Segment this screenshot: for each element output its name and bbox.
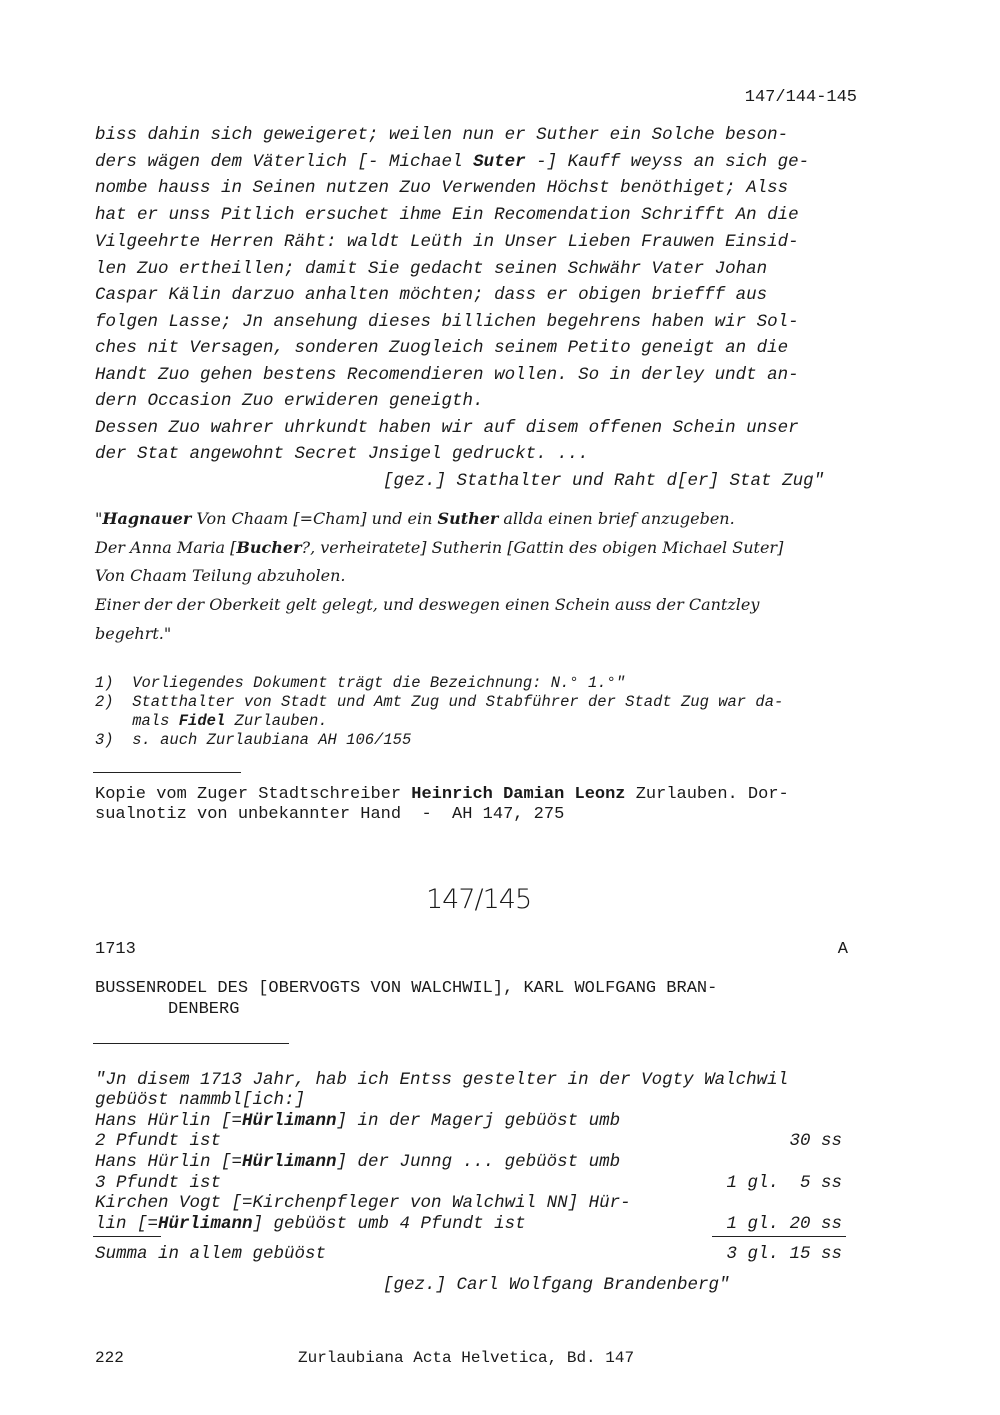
list-entry: lin [=Hürlimann] gebüöst umb 4 Pfundt ist <box>95 1214 526 1234</box>
sum-amount: 3 gl. 15 ss <box>726 1244 842 1264</box>
letter-line: Caspar Kälin darzuo anhalten möchten; dass er obigen briefff aus <box>95 285 768 305</box>
list-intro: "Jn disem 1713 Jahr, hab ich Entss gestelter in der Vogty Walchwil <box>95 1070 789 1090</box>
copy-note-line: sualnotiz von unbekannter Hand - AH 147, 275 <box>95 805 565 824</box>
copy-note-line: Kopie vom Zuger Stadtschreiber Heinrich Damian Leonz Zurlauben. Dor- <box>95 785 789 804</box>
signature-stathalter: [gez.] Stathalter und Raht d[er] Stat Zug" <box>383 471 825 491</box>
list-entry: Hans Hürlin [=Hürlimann] in der Magerj gebüöst umb <box>95 1111 621 1131</box>
letter-line: biss dahin sich geweigeret; weilen nun er Suther ein Solche beson- <box>95 125 789 145</box>
year: 1713 <box>95 940 136 959</box>
footnote-2: 2) Statthalter von Stadt und Amt Zug und Stabführer der Stadt Zug war da- <box>95 693 784 711</box>
list-entry: Hans Hürlin [=Hürlimann] der Junng ... gebüöst umb <box>95 1152 621 1172</box>
note-line: Der Anna Maria [Bucher?, verheiratete] Sutherin [Gattin des obigen Michael Suter] <box>95 538 784 557</box>
list-amount: 1 gl. 20 ss <box>726 1214 842 1234</box>
list-intro: gebüöst nammbl[ich:] <box>95 1090 306 1110</box>
list-amount: 30 ss <box>789 1131 842 1151</box>
header-ref: 147/144-145 <box>744 88 857 107</box>
letter-line: folgen Lasse; Jn ansehung dieses billichen begehrens haben wir Sol- <box>95 312 799 332</box>
note-line: Von Chaam Teilung abzuholen. <box>95 566 346 585</box>
letter-line: Dessen Zuo wahrer uhrkundt haben wir auf disem offenen Schein unser <box>95 418 799 438</box>
letter-line: ches nit Versagen, sonderen Zuogleich seinem Petito geneigt an die <box>95 338 789 358</box>
list-entry: 3 Pfundt ist <box>95 1173 222 1193</box>
letter-line: hat er unss Pitlich ersuchet ihme Ein Recomendation Schrifft An die <box>95 205 799 225</box>
doc-type: A <box>837 940 848 959</box>
list-entry: 2 Pfundt ist <box>95 1131 222 1151</box>
sum-rule-right <box>712 1236 846 1237</box>
note-line: "Hagnauer Von Chaam [=Cham] und ein Suther allda einen brief anzugeben. <box>95 509 735 528</box>
sum-rule-left <box>93 1236 161 1237</box>
section-title: BUSSENRODEL DES [OBERVOGTS VON WALCHWIL], KARL WOLFGANG BRAN- <box>95 979 718 998</box>
section-number: 147/145 <box>426 884 532 915</box>
letter-line: len Zuo ertheillen; damit Sie gedacht seinen Schwähr Vater Johan <box>95 259 768 279</box>
letter-line: Vilgeehrte Herren Räht: waldt Leüth in Unser Lieben Frauwen Einsid- <box>95 232 799 252</box>
journal-title: Zurlaubiana Acta Helvetica, Bd. 147 <box>298 1349 635 1367</box>
note-line: Einer der der Oberkeit gelt gelegt, und deswegen einen Schein auss der Cantzley <box>95 595 760 614</box>
section-title-cont: DENBERG <box>168 1000 240 1019</box>
letter-line: der Stat angewohnt Secret Jnsigel gedruckt. ... <box>95 444 589 464</box>
letter-line: ders wägen dem Väterlich [- Michael Suter -] Kauff weyss an sich ge- <box>95 152 810 172</box>
divider <box>93 772 241 773</box>
sum-label: Summa in allem gebüöst <box>95 1244 327 1264</box>
list-amount: 1 gl. 5 ss <box>726 1173 842 1193</box>
page-number: 222 <box>95 1349 124 1367</box>
list-entry: Kirchen Vogt [=Kirchenpfleger von Walchwil NN] Hür- <box>95 1193 631 1213</box>
footnote-2-cont: mals Fidel Zurlauben. <box>95 712 328 730</box>
letter-line: dern Occasion Zuo erwideren geneigth. <box>95 391 484 411</box>
note-line: begehrt." <box>95 624 172 643</box>
letter-line: Handt Zuo gehen bestens Recomendieren wollen. So in derley undt an- <box>95 365 799 385</box>
footnote-1: 1) Vorliegendes Dokument trägt die Bezeichnung: N.° 1.°" <box>95 674 626 692</box>
divider <box>93 1043 289 1044</box>
footnote-3: 3) s. auch Zurlaubiana AH 106/155 <box>95 731 412 749</box>
letter-line: nombe hauss in Seinen nutzen Zuo Verwenden Höchst benöthiget; Alss <box>95 178 789 198</box>
signature-brandenberg: [gez.] Carl Wolfgang Brandenberg" <box>383 1275 730 1295</box>
